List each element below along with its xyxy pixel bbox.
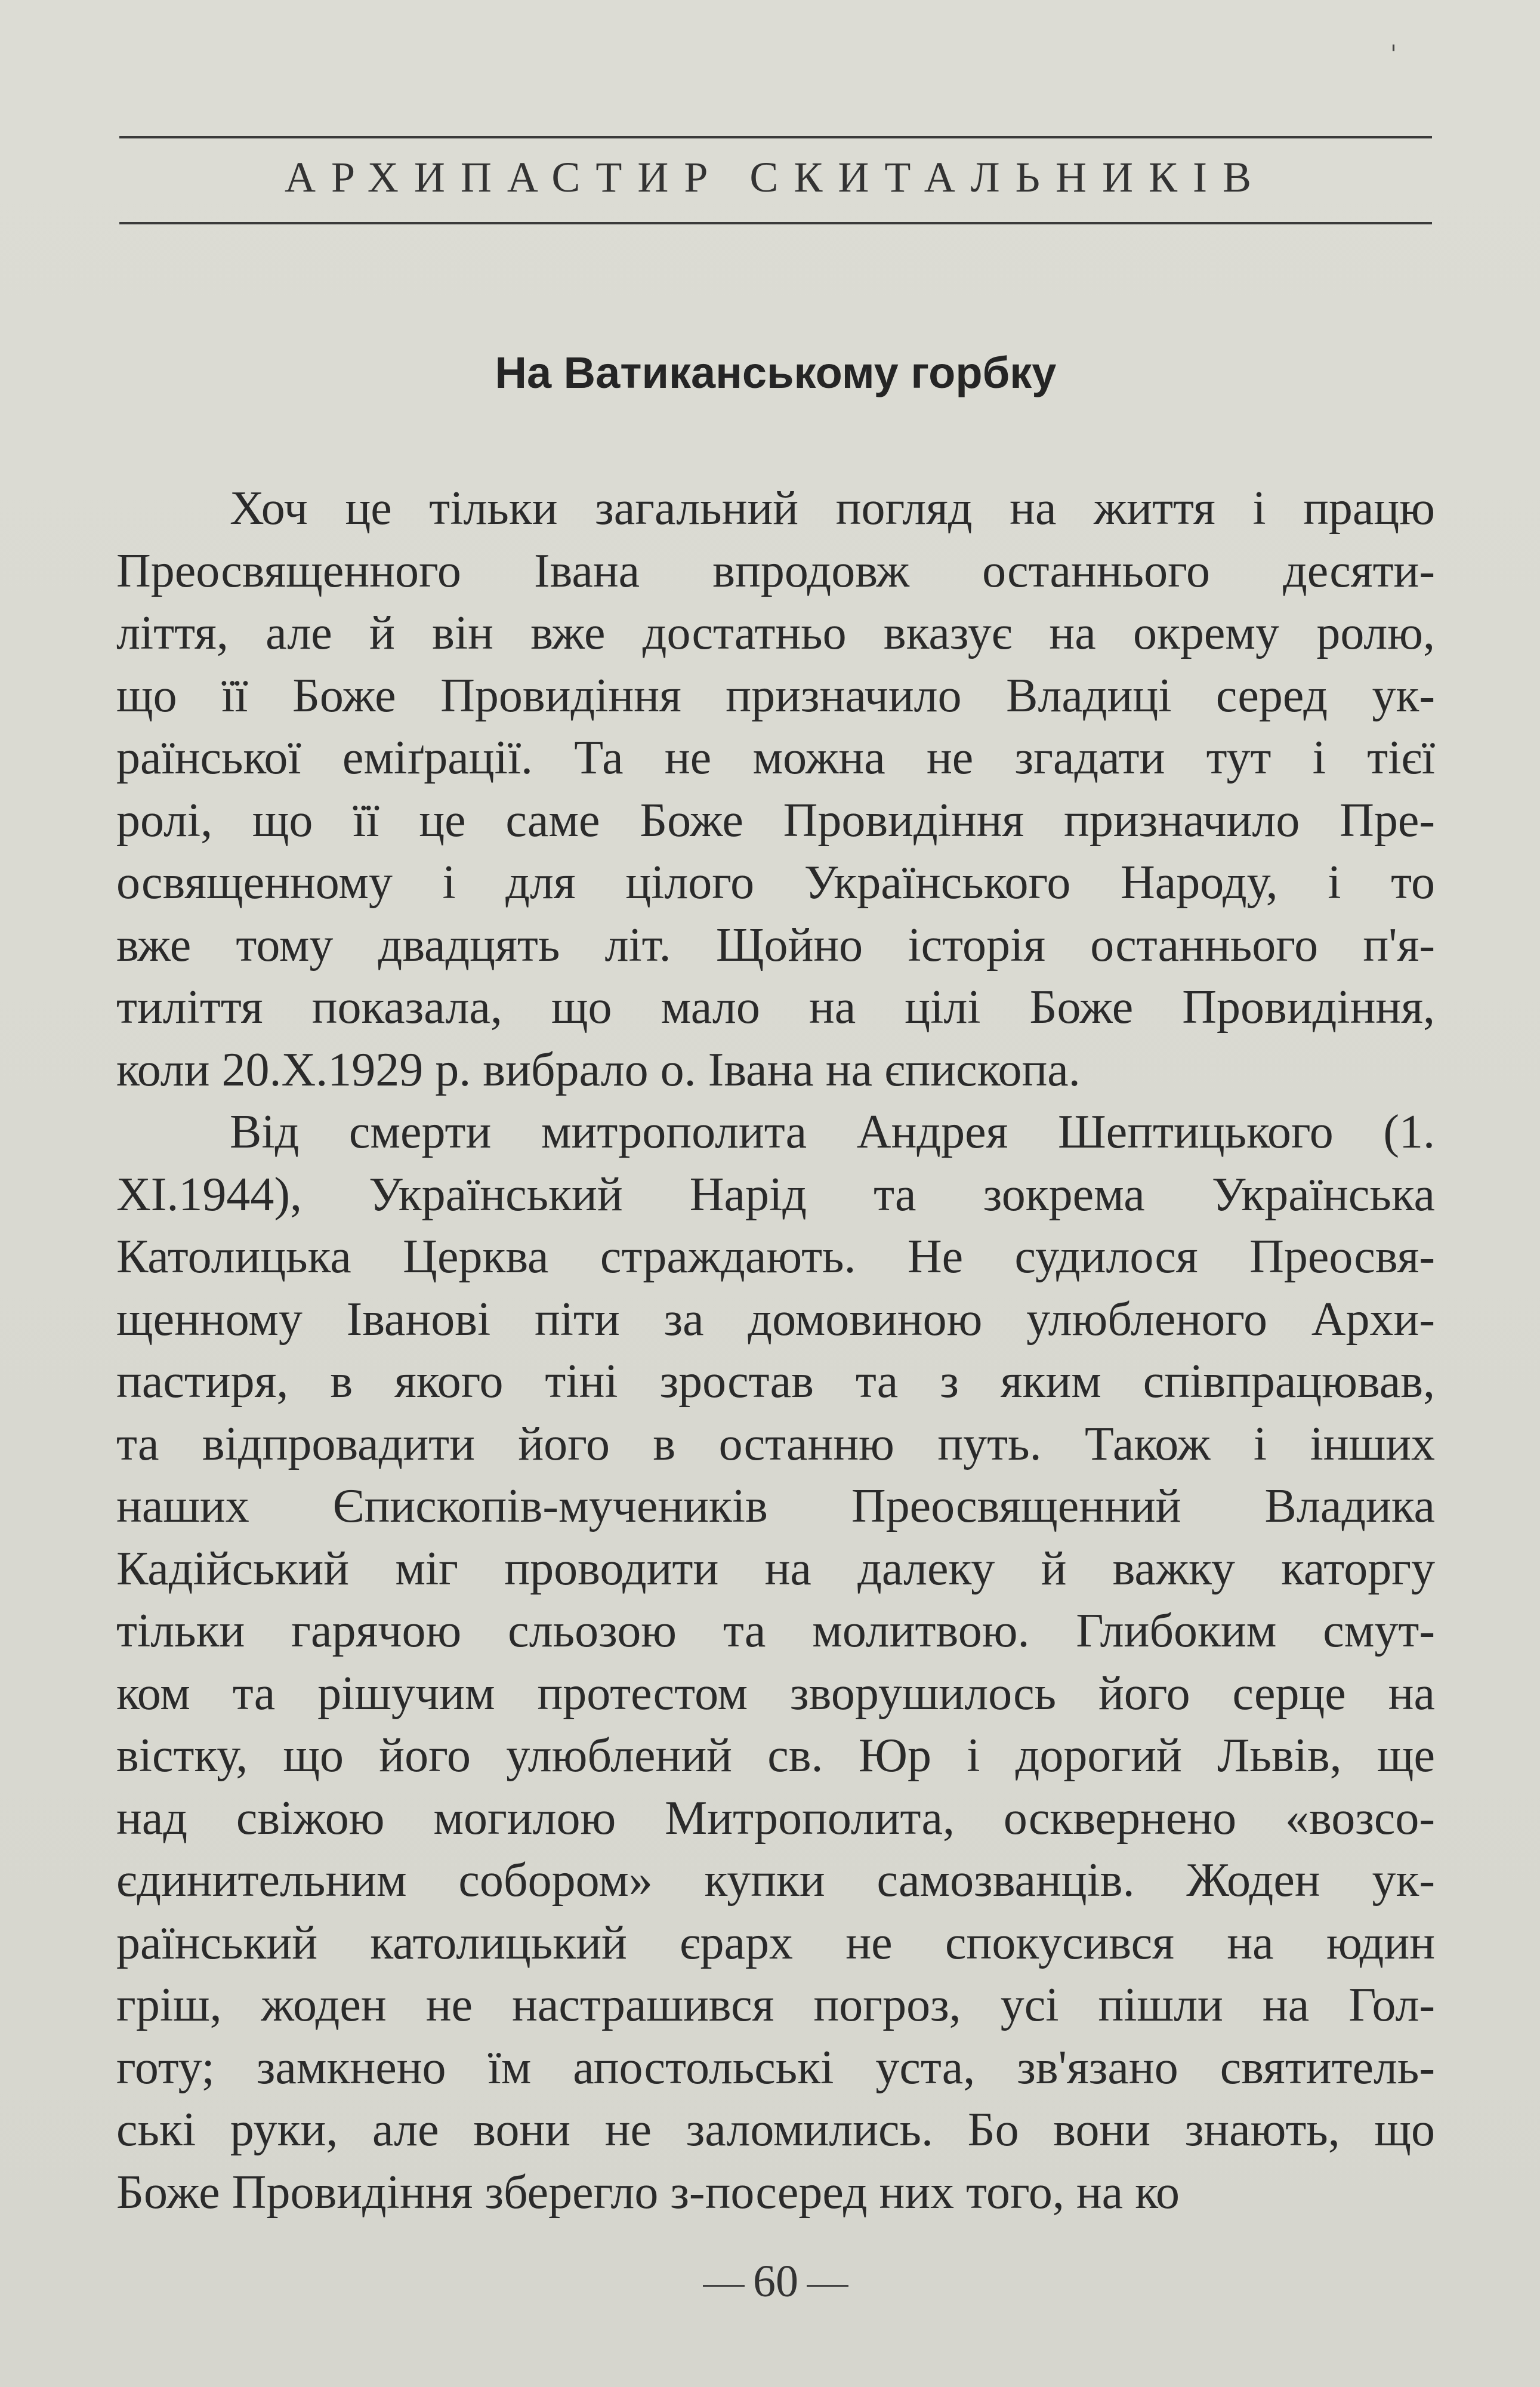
text-line: коли 20.X.1929 р. вибрало о. Івана на єпископа. — [116, 1043, 1081, 1096]
page-number — [119, 2256, 1432, 2308]
text-line: гріш, жоден не настрашився погроз, усі пішли на Гол- — [116, 1979, 1435, 2031]
print-mark: ' — [1390, 41, 1397, 68]
text-line: наших Єпископів-мучеників Преосвященний Владика — [116, 1480, 1435, 1532]
text-line: вістку, що його улюблений св. Юр і дорогий Львів, ще — [116, 1729, 1435, 1782]
text-line: Преосвященного Івана впродовж останнього десяти- — [116, 544, 1435, 597]
text-line: Кадійський міг проводити на далеку й важку каторгу — [116, 1542, 1435, 1595]
section-title: На Ватиканському горбку — [495, 348, 1057, 397]
text-line: ські руки, але вони не заломились. Бо вони знають, що — [116, 2104, 1435, 2156]
text-line: раїнський католицький єрарх не спокусився на юдин — [116, 1916, 1435, 1969]
text-line: освященному і для цілого Українського Народу, і то — [116, 856, 1435, 909]
text-line: раїнської еміґрації. Та не можна не згадати тут і тієї — [116, 732, 1435, 784]
body-text — [116, 477, 1435, 2223]
text-line: тільки гарячою сльозою та молитвою. Глибоким смут- — [116, 1605, 1435, 1657]
text-line: ліття, але й він вже достатньо вказує на окрему ролю, — [116, 607, 1435, 659]
text-line: тиліття показала, що мало на цілі Боже Провидіння, — [116, 981, 1435, 1034]
text-line: єдинительним собором» купки самозванців. Жоден ук- — [116, 1854, 1435, 1907]
text-line: що її Боже Провидіння призначило Владиці серед ук- — [116, 669, 1435, 722]
text-line: Від смерти митрополита Андрея Шептицького (1. — [230, 1106, 1435, 1158]
text-line: пастиря, в якого тіні зростав та з яким співпрацював, — [116, 1355, 1435, 1408]
text-line: XI.1944), Український Нарід та зокрема Українська — [116, 1168, 1435, 1221]
header-rule-bottom — [119, 222, 1432, 224]
page-number-value: 60 — [753, 2256, 798, 2306]
text-line: готу; замкнено їм апостольські уста, зв'язано святитель- — [116, 2041, 1435, 2094]
running-head: АРХИПАСТИР СКИТАЛЬНИКІВ — [284, 153, 1267, 201]
text-line: ролі, що її це саме Боже Провидіння призначило Пре- — [116, 794, 1435, 847]
text-line: Католицька Церква страждають. Не судилося Преосвя- — [116, 1230, 1435, 1283]
text-line: та відпровадити його в останню путь. Також і інших — [116, 1417, 1435, 1470]
page-number-dash-left — [703, 2285, 745, 2287]
text-line: ком та рішучим протестом зворушилось його серце на — [116, 1667, 1435, 1720]
text-line: Боже Провидіння зберегло з-посеред них того, на ко — [116, 2166, 1180, 2219]
text-line: щенному Іванові піти за домовиною улюбленого Архи- — [116, 1293, 1435, 1346]
text-line: над свіжою могилою Митрополита, осквернено «возсо- — [116, 1791, 1435, 1845]
page-number-dash-right — [807, 2285, 848, 2287]
text-line: вже тому двадцять літ. Щойно історія останнього п'я- — [116, 918, 1435, 972]
header-rule-top — [119, 136, 1432, 138]
text-line: Хоч це тільки загальний погляд на життя і працю — [230, 482, 1435, 535]
